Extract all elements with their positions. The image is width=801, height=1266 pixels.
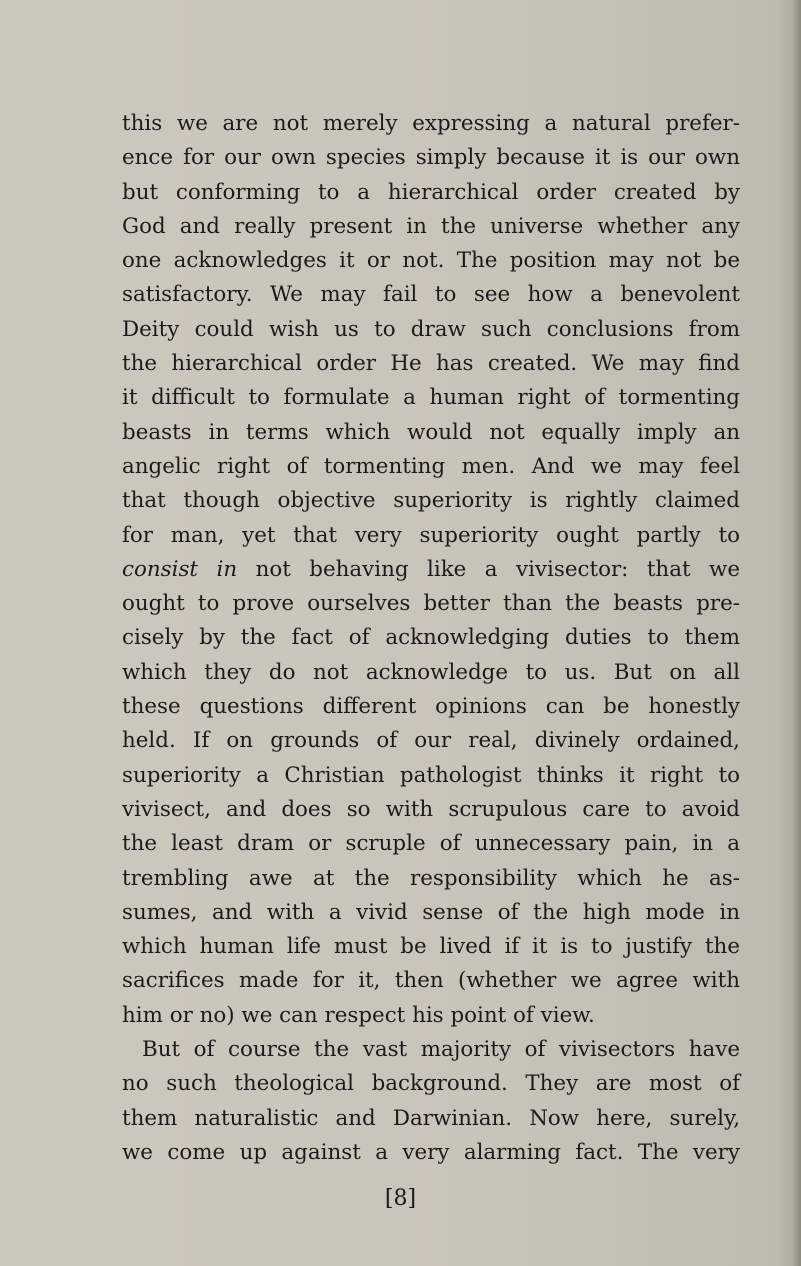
text-line: ought to prove ourselves better than the beasts pre- (122, 591, 740, 617)
text-line: we come up against a very alarming fact. The very (122, 1139, 740, 1165)
text-line: them naturalistic and Darwinian. Now here, surely, (122, 1105, 740, 1131)
text-line: one acknowledges it or not. The position may not be (122, 248, 740, 274)
text-line: trembling awe at the responsibility which he as- (122, 865, 740, 891)
text-line: this we are not merely expressing a natural prefer- (122, 111, 740, 136)
text-line: cisely by the fact of acknowledging duties to them (122, 625, 740, 651)
text-line-with-italic (122, 553, 740, 587)
text-line: the least dram or scruple of unnecessary pain, in a (122, 831, 740, 857)
text-line: held. If on grounds of our real, divinely ordained, (122, 728, 740, 754)
page-edge-shadow (793, 0, 801, 1266)
page-number: [8] (384, 1186, 417, 1211)
text-line: superiority a Christian pathologist thinks it right to (122, 762, 740, 788)
text-line: beasts in terms which would not equally imply an (122, 419, 740, 445)
text-line: the hierarchical order He has created. We may find (122, 351, 740, 377)
text-line-rest: not behaving like a vivisector: that we (237, 556, 740, 582)
text-line: Deity could wish us to draw such conclusions from (122, 316, 740, 342)
text-line: but conforming to a hierarchical order created by (122, 179, 740, 205)
text-line: no such theological background. They are most of (122, 1071, 740, 1097)
text-line: sacrifices made for it, then (whether we agree with (122, 968, 740, 994)
text-line: satisfactory. We may fail to see how a benevolent (122, 282, 740, 308)
text-line: which they do not acknowledge to us. But on all (122, 659, 740, 685)
text-line: sumes, and with a vivid sense of the high mode in (122, 899, 740, 925)
text-line: for man, yet that very superiority ought partly to (122, 522, 740, 548)
body-text (122, 107, 740, 1170)
text-line: vivisect, and does so with scrupulous care to avoid (122, 796, 740, 822)
italic-phrase: consist in (122, 556, 238, 582)
text-line: that though objective superiority is rightly claimed (122, 488, 740, 514)
text-line: it difficult to formulate a human right of tormenting (122, 385, 740, 411)
paragraph-end-line: him or no) we can respect his point of view. (122, 1002, 595, 1028)
text-line: angelic right of tormenting men. And we may feel (122, 453, 740, 479)
paragraph-start-line: But of course the vast majority of vivisectors have (142, 1037, 740, 1063)
text-line: God and really present in the universe whether any (122, 213, 740, 239)
text-line: which human life must be lived if it is to justify the (122, 934, 740, 960)
text-line: these questions different opinions can be honestly (122, 694, 740, 720)
text-line: ence for our own species simply because it is our own (122, 145, 740, 171)
